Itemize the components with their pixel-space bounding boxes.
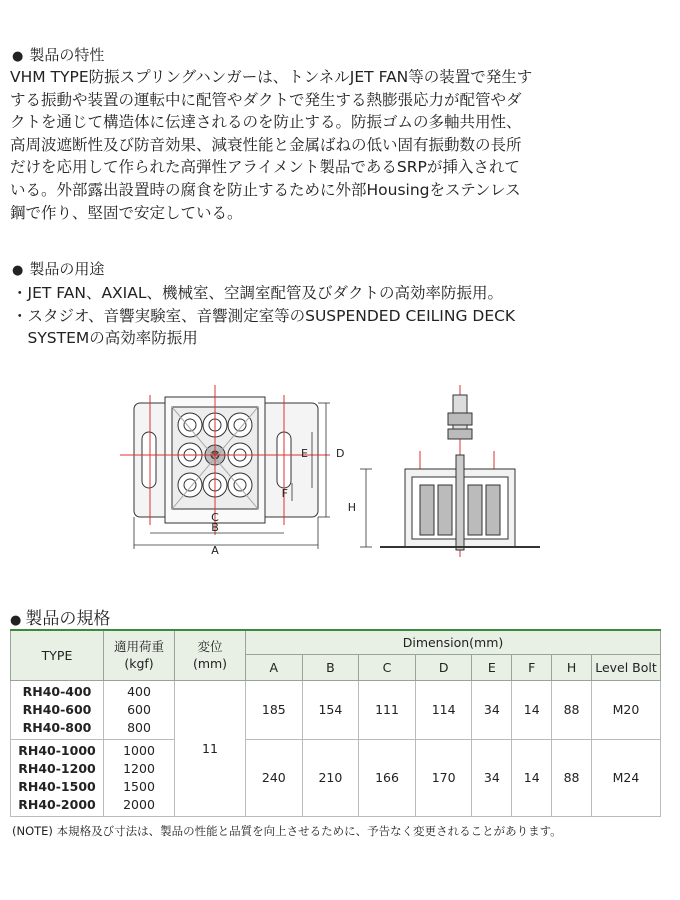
type-cell: RH40-400 RH40-600 RH40-800 — [11, 680, 104, 739]
dim-label-c: C — [211, 511, 219, 524]
features-line: いる。外部露出設置時の腐食を防止するために外部Housingをステンレス — [10, 180, 521, 199]
bullet-icon: ● — [10, 613, 22, 628]
dim-cell: 166 — [359, 739, 416, 816]
spec-heading: ● 製品の規格 — [10, 609, 111, 629]
dim-cell: 170 — [415, 739, 472, 816]
dim-cell: 154 — [302, 680, 359, 739]
features-line: 鋼で作り、堅固で安定している。 — [10, 203, 243, 222]
displacement-cell: 11 — [175, 680, 246, 816]
dim-cell: M20 — [592, 680, 661, 739]
load-cell: 400 600 800 — [104, 680, 175, 739]
table-row — [11, 739, 661, 816]
top-view — [134, 397, 318, 523]
dim-cell: 240 — [246, 739, 303, 816]
dim-cell: 34 — [472, 680, 512, 739]
features-line: VHM TYPE防振スプリングハンガーは、トンネルJET FAN等の装置で発生す — [10, 68, 533, 86]
bullet-icon: ● — [12, 49, 24, 64]
dim-label-b: B — [211, 521, 219, 534]
dim-label-e: E — [301, 447, 308, 460]
dim-label-a: A — [211, 544, 219, 557]
features-line: 高周波遮断性及び防音効果、減衰性能と金属ばねの低い固有振動数の長所 — [10, 135, 522, 154]
usage-heading: ● 製品の用途 — [12, 260, 105, 278]
mount-slot-left — [142, 432, 156, 488]
dim-cell: 111 — [359, 680, 416, 739]
dim-cell: 88 — [552, 680, 592, 739]
dim-cell: 14 — [512, 680, 552, 739]
features-line: だけを応用して作られた高弾性アライメント製品であるSRPが挿入されて — [10, 158, 520, 177]
table-row — [11, 680, 661, 739]
header-col-f: F — [512, 654, 552, 680]
dim-label-f: F — [281, 487, 288, 500]
dim-cell: 114 — [415, 680, 472, 739]
features-line: クトを通じて構造体に伝達されるのを防止する。防振ゴムの多軸共用性、 — [10, 113, 522, 132]
header-col-d: D — [415, 654, 472, 680]
bullet-icon: ● — [12, 263, 24, 278]
header-col-a: A — [246, 654, 303, 680]
header-dimension: Dimension(mm) — [246, 630, 661, 654]
features-heading: ● 製品の特性 — [12, 46, 105, 64]
dim-label-h: H — [347, 501, 356, 514]
type-cell: RH40-1000 RH40-1200 RH40-1500 RH40-2000 — [11, 739, 104, 816]
dim-cell: M24 — [592, 739, 661, 816]
header-type: TYPE — [11, 630, 104, 680]
dim-cell: 88 — [552, 739, 592, 816]
dim-cell: 14 — [512, 739, 552, 816]
header-col-c: C — [359, 654, 416, 680]
header-displacement: 変位 (mm) — [175, 630, 246, 680]
spec-table — [10, 629, 661, 817]
header-col-b: B — [302, 654, 359, 680]
dim-cell: 185 — [246, 680, 303, 739]
dim-label-d: D — [336, 447, 345, 460]
side-view — [380, 395, 540, 550]
header-col-e: E — [472, 654, 512, 680]
dim-cell: 34 — [472, 739, 512, 816]
load-cell: 1000 1200 1500 2000 — [104, 739, 175, 816]
header-load: 適用荷重 (kgf) — [104, 630, 175, 680]
usage-item: ・スタジオ、音響実験室、音響測定室等のSUSPENDED CEILING DECK — [12, 306, 516, 325]
features-line: する振動や装置の運転中に配管やダクトで発生する熱膨張応力が配管やダ — [10, 90, 522, 109]
product-drawing — [120, 385, 550, 560]
usage-list — [12, 282, 515, 350]
bolt-nut — [448, 413, 472, 425]
dim-cell: 210 — [302, 739, 359, 816]
header-col-level-bolt: Level Bolt — [592, 654, 661, 680]
footnote: (NOTE) 本規格及び寸法は、製品の性能と品質を向上させるために、予告なく変更されることがあります。 — [12, 824, 562, 838]
features-paragraph — [10, 66, 675, 224]
usage-item: ・JET FAN、AXIAL、機械室、空調室配管及びダクトの高効率防振用。 — [12, 284, 503, 302]
usage-item: SYSTEMの高効率防振用 — [12, 329, 198, 348]
header-col-h: H — [552, 654, 592, 680]
